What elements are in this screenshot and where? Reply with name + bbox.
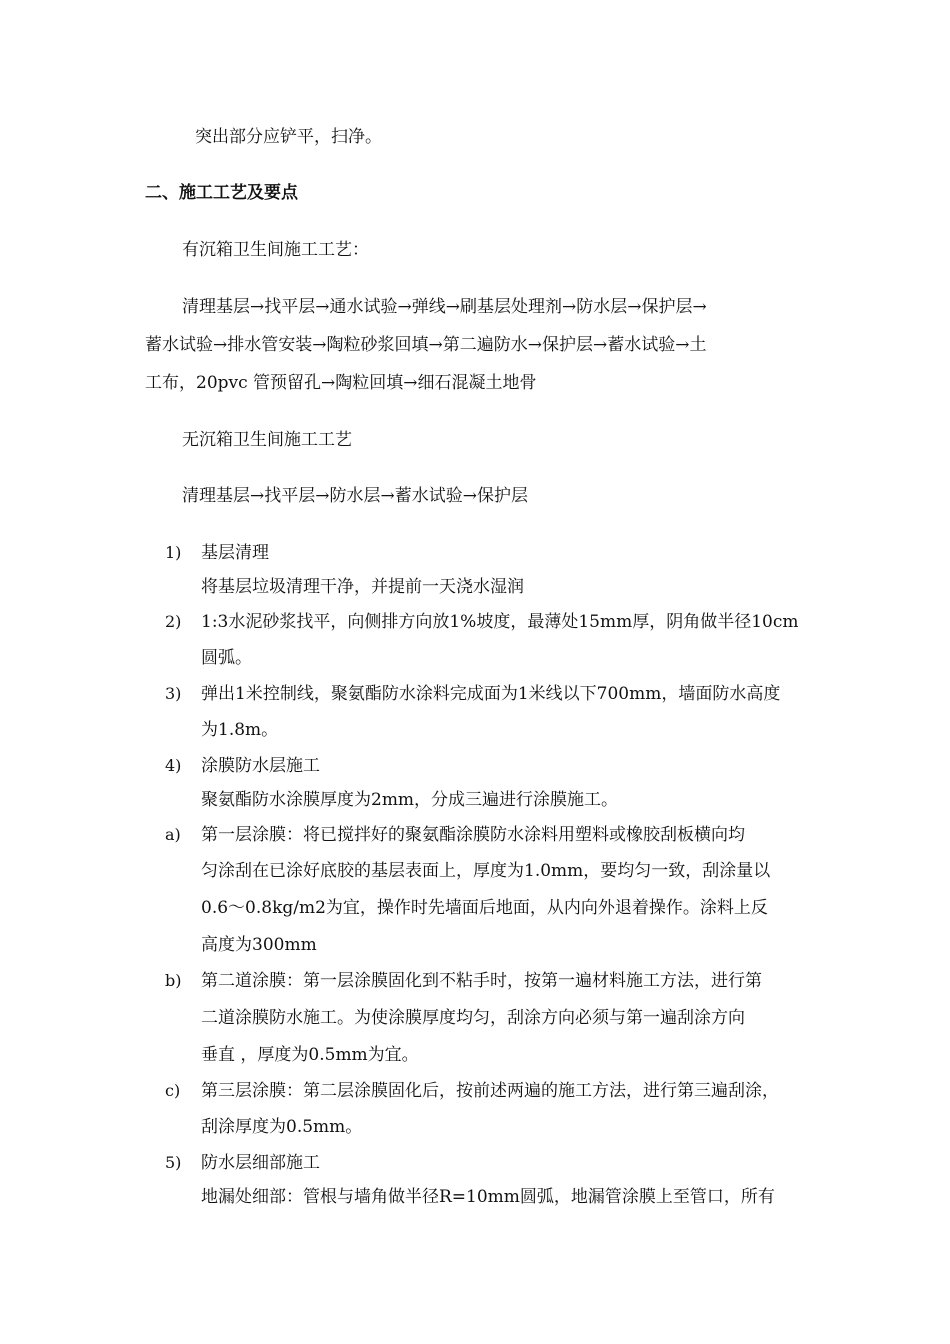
with-box-title: 有沉箱卫生间施工工艺：: [182, 240, 369, 260]
intro-line: 突出部分应铲平，扫净。: [195, 127, 382, 147]
step-marker-2: 2): [165, 612, 182, 631]
step-2-line-2: 圆弧。: [201, 648, 252, 668]
step-marker-4: 4): [165, 756, 182, 775]
substep-b-line-1: 第二道涂膜：第一层涂膜固化到不粘手时，按第一遍材料施工方法，进行第: [201, 971, 762, 991]
substep-a-line-4: 高度为300mm: [201, 935, 317, 955]
step-2-line-1: 1:3水泥砂浆找平，向侧排方向放1%坡度，最薄处15mm厚，阴角做半径10cm: [201, 612, 799, 632]
without-box-title: 无沉箱卫生间施工工艺: [182, 430, 352, 450]
step-marker-1: 1): [165, 543, 182, 562]
with-box-flow-line-3: 工布，20pvc 管预留孔→陶粒回填→细石混凝土地骨: [145, 373, 537, 393]
step-5-line-1: 防水层细部施工: [201, 1153, 320, 1173]
step-5-line-2: 地漏处细部：管根与墙角做半径R=10mm圆弧，地漏管涂膜上至管口，所有: [201, 1187, 775, 1207]
substep-marker-c: c): [165, 1081, 181, 1100]
without-box-flow-line: 清理基层→找平层→防水层→蓄水试验→保护层: [182, 486, 528, 506]
substep-b-line-3: 垂直 ，厚度为0.5mm为宜。: [201, 1045, 419, 1065]
substep-a-line-3: 0.6～0.8kg/m2为宜，操作时先墙面后地面，从内向外退着操作。涂料上反: [201, 898, 768, 918]
substep-a-line-1: 第一层涂膜：将已搅拌好的聚氨酯涂膜防水涂料用塑料或橡胶刮板横向均: [201, 825, 745, 845]
step-marker-5: 5): [165, 1153, 182, 1172]
substep-c-line-2: 刮涂厚度为0.5mm。: [201, 1117, 363, 1137]
substep-marker-a: a): [165, 825, 181, 844]
step-3-line-2: 为1.8m。: [201, 720, 279, 740]
with-box-flow-line-2: 蓄水试验→排水管安装→陶粒砂浆回填→第二遍防水→保护层→蓄水试验→土: [145, 335, 707, 355]
section-heading: 二、施工工艺及要点: [145, 183, 298, 203]
substep-marker-b: b): [165, 971, 182, 990]
with-box-flow-line-1: 清理基层→找平层→通水试验→弹线→刷基层处理剂→防水层→保护层→: [182, 297, 707, 317]
substep-a-line-2: 匀涂刮在已涂好底胶的基层表面上，厚度为1.0mm，要均匀一致，刮涂量以: [201, 861, 771, 881]
step-marker-3: 3): [165, 684, 182, 703]
step-4-line-2: 聚氨酯防水涂膜厚度为2mm，分成三遍进行涂膜施工。: [201, 790, 619, 810]
step-1-line-2: 将基层垃圾清理干净，并提前一天浇水湿润: [201, 577, 524, 597]
step-3-line-1: 弹出1米控制线，聚氨酯防水涂料完成面为1米线以下700mm，墙面防水高度: [201, 684, 781, 704]
substep-b-line-2: 二道涂膜防水施工。为使涂膜厚度均匀，刮涂方向必须与第一遍刮涂方向: [201, 1008, 745, 1028]
substep-c-line-1: 第三层涂膜：第二层涂膜固化后，按前述两遍的施工方法，进行第三遍刮涂，: [201, 1081, 779, 1101]
step-1-line-1: 基层清理: [201, 543, 269, 563]
step-4-line-1: 涂膜防水层施工: [201, 756, 320, 776]
